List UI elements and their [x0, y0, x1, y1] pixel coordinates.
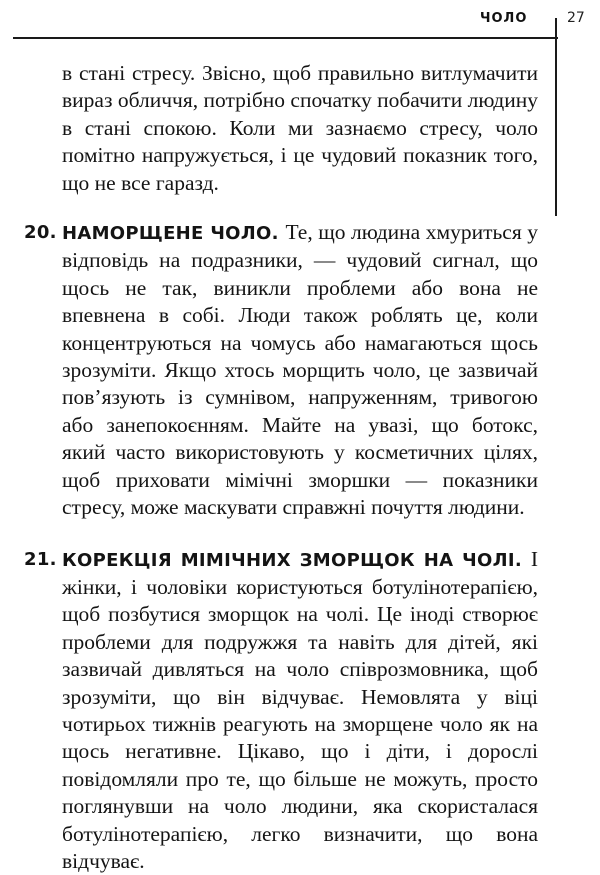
entry-number: 21. [24, 546, 57, 573]
entry-text: Те, що людина хмуриться у відповідь на подразники, — чудовий сигнал, що щось не так, виникли проблеми або вона не впевнена в собі. Люди також роблять це, коли концентруються на чомусь або намагаються щось зрозуміти. Якщо хтось морщить чоло, це зазвичай пов’язують із сумнівом, напруженням, тривогою або занепокоєнням. Майте на увазі, що ботокс, який часто використовують у косметичних цілях, щоб приховати мімічні зморшки — показники стресу, може маскувати справжні почуття людини. [62, 220, 538, 519]
page-body [24, 60, 538, 875]
header-divider [13, 37, 558, 39]
continued-paragraph: в стані стресу. Звісно, щоб правильно витлумачити вираз обличчя, потрібно спочатку побачити людину в стані спокою. Коли ми зазнаємо стресу, чоло помітно напружується, і це чудовий показник того, що не все гаразд. [24, 60, 538, 197]
entry-heading: НАМОРЩЕНЕ ЧОЛО. [62, 223, 285, 244]
margin-divider [555, 18, 557, 216]
running-header-title: ЧОЛО [480, 11, 527, 26]
entry-text: І жінки, і чоловіки користуються ботулінотерапією, щоб позбутися зморщок на чолі. Це іноді створює проблеми для подружжя та навіть для дітей, які зазвичай дивляться на чоло співрозмовника, щоб зрозуміти, що він відчуває. Немовлята у віці чотирьох тижнів реагують на зморщене чоло як на щось негативне. Цікаво, що і діти, і дорослі повідомляли про те, що більше не можуть, просто поглянувши на чоло людини, яка скористалася ботулінотерапією, легко визначити, що вона відчуває. [62, 547, 538, 873]
entry-20 [24, 219, 538, 521]
page-number: 27 [567, 10, 585, 26]
entry-number: 20. [24, 219, 57, 246]
entry-21 [24, 546, 538, 875]
entry-heading: КОРЕКЦІЯ МІМІЧНИХ ЗМОРЩОК НА ЧОЛІ. [62, 550, 531, 571]
